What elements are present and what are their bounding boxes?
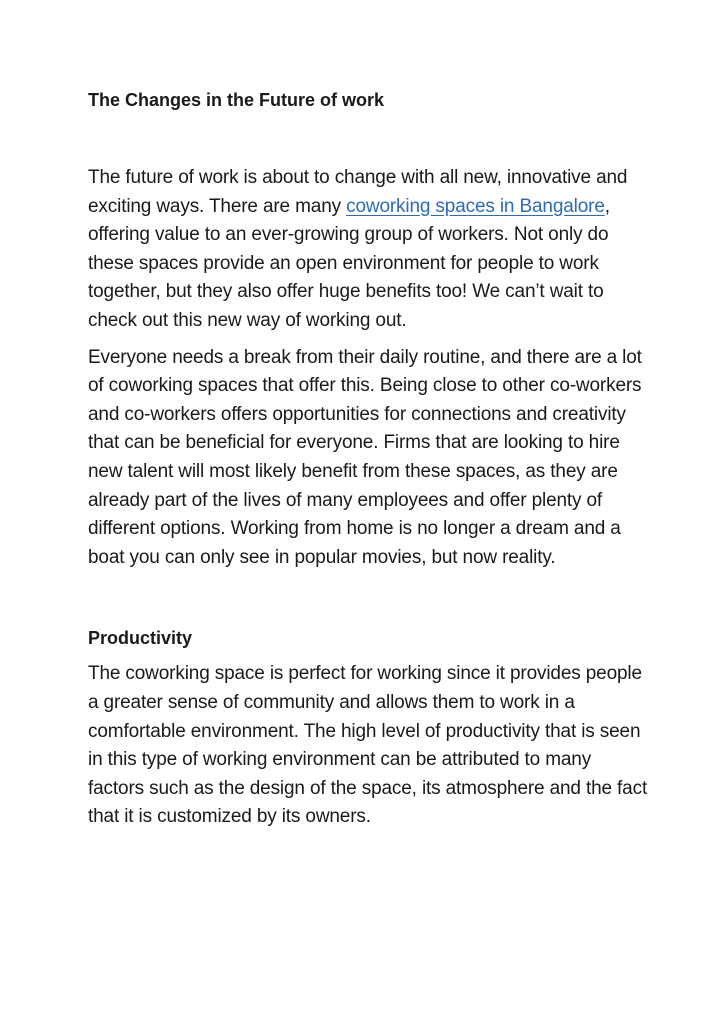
document-body — [88, 84, 648, 832]
section-heading-productivity: Productivity — [88, 628, 193, 649]
intro-text-before-link: The future of work is about to change with all new, innovative and exciting ways. There are many — [88, 167, 628, 217]
document-title: The Changes in the Future of work — [88, 90, 385, 110]
break-paragraph: Everyone needs a break from their daily routine, and there are a lot of coworking spaces that offer this. Being close to other co-workers and co-workers offers opportunities for connections and creativity that can be beneficial for everyone. Firms that are looking to hire new talent will most likely benefit from these spaces, as they are already part of the lives of many employees and offer plenty of different options. Working from home is no longer a dream and a boat you can only see in popular movies, but now reality. — [88, 346, 642, 568]
intro-paragraph — [88, 164, 648, 336]
productivity-paragraph: The coworking space is perfect for working since it provides people a greater sense of community and allows them to work in a comfortable environment. The high level of productivity that is seen in this type of working environment can be attributed to many factors such as the design of the space, its atmosphere and the fact that it is customized by its owners. — [88, 663, 648, 828]
intro-text-after-link: , offering value to an ever-growing group of workers. Not only do these spaces provide an open environment for people to work together, but they also offer huge benefits too! We can’t wait to check out this new way of working out. — [88, 195, 610, 331]
coworking-spaces-link[interactable]: coworking spaces in Bangalore — [346, 195, 605, 217]
